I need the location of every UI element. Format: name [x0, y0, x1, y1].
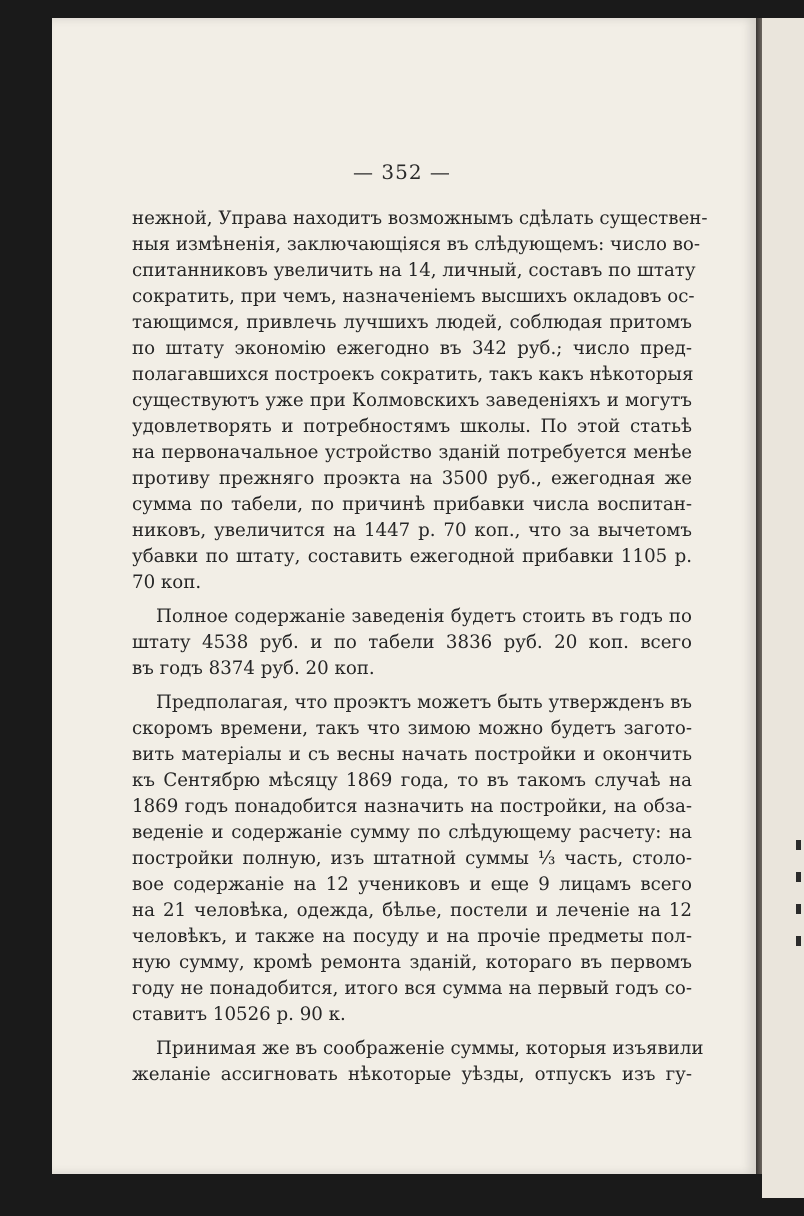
text-line: 1869 годъ понадобится назначить на постройки, на обза-: [132, 796, 692, 817]
text-line: нежной, Управа находитъ возможнымъ сдѣлать существен-: [132, 208, 708, 229]
text-line: Принимая же въ соображеніе суммы, которыя изъявили: [156, 1038, 704, 1059]
page-number-header: — 352 —: [353, 160, 451, 184]
text-line: на 21 человѣка, одежда, бѣлье, постели и леченіе на 12: [132, 900, 692, 921]
text-line: къ Сентябрю мѣсяцу 1869 года, то въ такомъ случаѣ на: [132, 770, 692, 791]
next-page-edge: [762, 18, 804, 1198]
text-line: по штату экономію ежегодно въ 342 руб.; число пред-: [132, 338, 692, 359]
text-line: ную сумму, кромѣ ремонта зданій, котораго въ первомъ: [132, 952, 692, 973]
body-text: [132, 206, 708, 1088]
text-line: Полное содержаніе заведенія будетъ стоить въ годъ по: [156, 606, 692, 627]
text-line: удовлетворять и потребностямъ школы. По этой статьѣ: [132, 416, 692, 437]
text-line: вить матеріалы и съ весны начать постройки и окончить: [132, 744, 692, 765]
text-line: желаніе ассигновать нѣкоторые уѣзды, отпускъ изъ гу-: [132, 1064, 692, 1085]
text-line: существуютъ уже при Колмовскихъ заведеніяхъ и могутъ: [132, 390, 692, 411]
text-line: тающимся, привлечь лучшихъ людей, соблюдая притомъ: [132, 312, 692, 333]
next-page-text-fragments: [796, 840, 804, 980]
text-line: спитанниковъ увеличить на 14, личный, составъ по штату: [132, 260, 696, 281]
text-line: сократить, при чемъ, назначеніемъ высшихъ окладовъ ос-: [132, 286, 695, 307]
text-line: вое содержаніе на 12 учениковъ и еще 9 лицамъ всего: [132, 874, 692, 895]
text-line: ставитъ 10526 р. 90 к.: [132, 1004, 346, 1025]
text-line: сумма по табели, по причинѣ прибавки числа воспитан-: [132, 494, 692, 515]
text-line: скоромъ времени, такъ что зимою можно будетъ загото-: [132, 718, 692, 739]
text-line: убавки по штату, составить ежегодной прибавки 1105 р.: [132, 546, 692, 567]
text-line: никовъ, увеличится на 1447 р. 70 коп., что за вычетомъ: [132, 520, 692, 541]
text-line: штату 4538 руб. и по табели 3836 руб. 20 коп. всего: [132, 632, 692, 653]
text-line: постройки полную, изъ штатной суммы ⅓ часть, столо-: [132, 848, 692, 869]
text-line: ныя измѣненія, заключающіяся въ слѣдующемъ: число во-: [132, 234, 701, 255]
text-line: полагавшихся построекъ сократить, такъ какъ нѣкоторыя: [132, 364, 694, 385]
text-line: Предполагая, что проэктъ можетъ быть утвержденъ въ: [156, 692, 692, 713]
text-line: году не понадобится, итого вся сумма на первый годъ со-: [132, 978, 692, 999]
text-line: 70 коп.: [132, 572, 202, 593]
text-line: противу прежняго проэкта на 3500 руб., ежегодная же: [132, 468, 692, 489]
text-line: въ годъ 8374 руб. 20 коп.: [132, 658, 375, 679]
text-line: веденіе и содержаніе сумму по слѣдующему расчету: на: [132, 822, 692, 843]
text-line: на первоначальное устройство зданій потребуется менѣе: [132, 442, 692, 463]
text-line: человѣкъ, и также на посуду и на прочіе предметы пол-: [132, 926, 692, 947]
